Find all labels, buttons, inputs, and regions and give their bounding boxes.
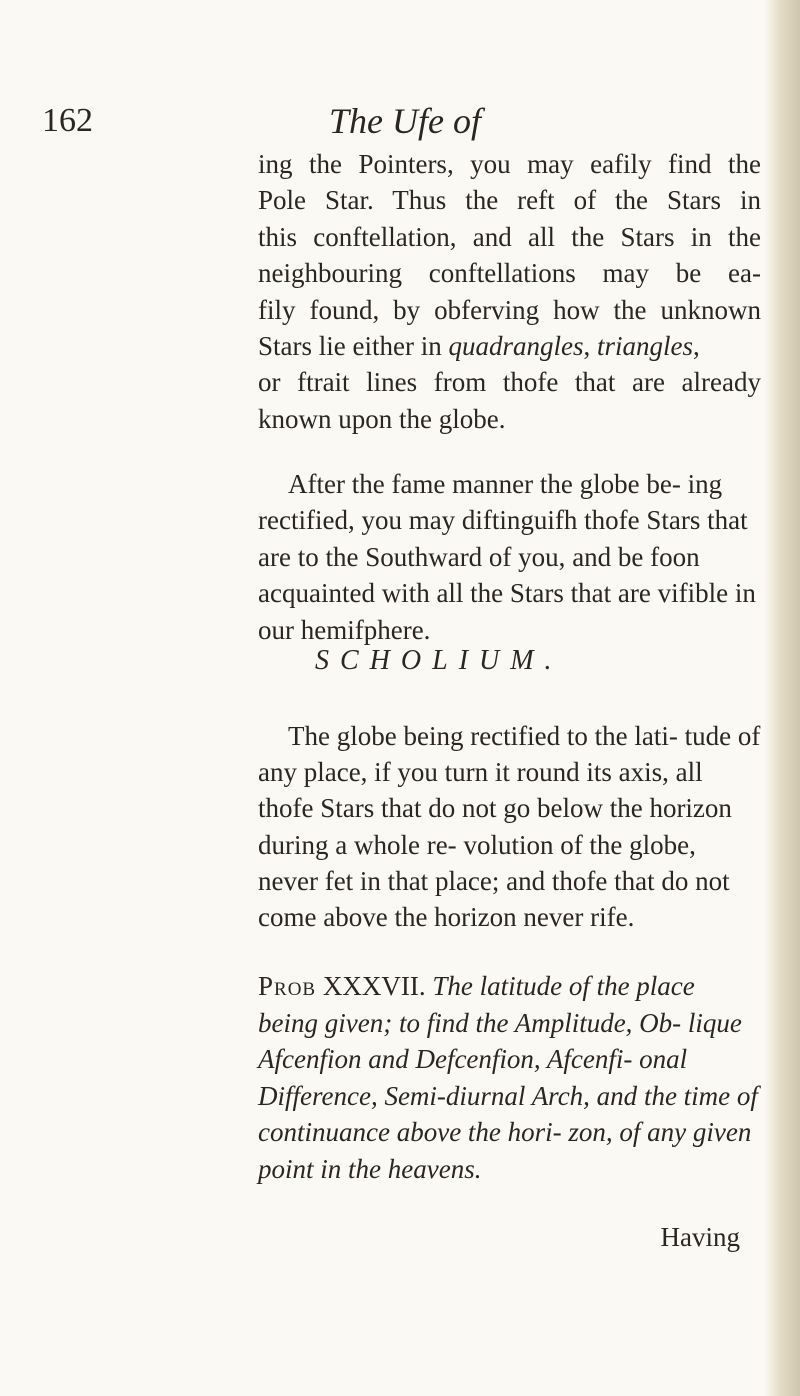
italic-term: triangles xyxy=(596,331,693,362)
problem-line: zon, of any given point in the heavens. xyxy=(258,1117,752,1184)
catchword: Having xyxy=(660,1222,740,1252)
paragraph-1-line: this conftellation, and all the Stars in the xyxy=(258,221,761,252)
paragraph-1-line: fily found, by obferving how the unknown xyxy=(258,294,761,325)
running-head: The Ufe of xyxy=(329,101,481,141)
paragraph-2-line: and be foon acquainted with all the Stars xyxy=(258,541,700,609)
problem-label: Prob xyxy=(258,971,317,1001)
problem-statement xyxy=(258,968,761,1187)
scholium-heading: SCHOLIUM. xyxy=(315,645,563,676)
problem-line: lique Afcenfion and Defcenfion, Afcenfi- xyxy=(258,1007,742,1074)
page-edge-shadow xyxy=(764,0,800,1396)
paragraph-1 xyxy=(258,146,761,437)
problem-number: XXXVII. xyxy=(322,971,426,1001)
page-number: 162 xyxy=(42,102,93,139)
problem-line: being given; to find the Amplitude, Ob- xyxy=(258,1007,682,1038)
paragraph-1-line: ing the Pointers, you may eafily find the xyxy=(258,149,761,179)
paragraph-2-line: ing rectified, you may diftinguifh thofe xyxy=(258,469,723,536)
problem-line xyxy=(258,971,695,1001)
paragraph-3-line: its axis, all thofe Stars that do not go xyxy=(258,757,703,824)
paragraph-2-line: After the fame manner the globe be- xyxy=(288,469,681,499)
paragraph-1-line: Pole Star. Thus the reft of the Stars in xyxy=(258,185,761,216)
paragraph-3 xyxy=(258,718,761,935)
paragraph-3-line: below the horizon during a whole re- xyxy=(258,793,732,860)
paragraph-3-line: volution of the globe, never fet in that xyxy=(258,829,696,896)
paragraph-2 xyxy=(258,466,761,648)
italic-term: quadrangles xyxy=(448,331,584,362)
paragraph-1-line xyxy=(258,328,761,364)
text-run: , xyxy=(692,331,700,362)
paragraph-3-line: the horizon never rife. xyxy=(394,902,635,933)
paragraph-1-line: known upon the globe. xyxy=(258,403,506,434)
paragraph-3-line: tude of any place, if you turn it round xyxy=(258,721,761,788)
paragraph-1-line: neighbouring conftellations may be ea- xyxy=(258,258,761,289)
paragraph-3-line: place; and thofe that do not come above xyxy=(258,865,730,933)
problem-line: the time of continuance above the hori- xyxy=(258,1080,758,1147)
text-run: Stars lie either in xyxy=(258,331,449,362)
paragraph-1-line: or ftrait lines from thofe that are already xyxy=(258,367,761,398)
problem-text: The latitude of the place xyxy=(432,971,695,1001)
text-run: , xyxy=(583,331,597,362)
paragraph-2-line: Stars that are to the Southward of you, xyxy=(258,505,748,572)
paragraph-3-line: The globe being rectified to the lati- xyxy=(288,721,678,751)
problem-line: onal Difference, Semi-diurnal Arch, and xyxy=(258,1044,688,1111)
paragraph-2-line: that are vifible in our hemifphere. xyxy=(258,578,756,645)
